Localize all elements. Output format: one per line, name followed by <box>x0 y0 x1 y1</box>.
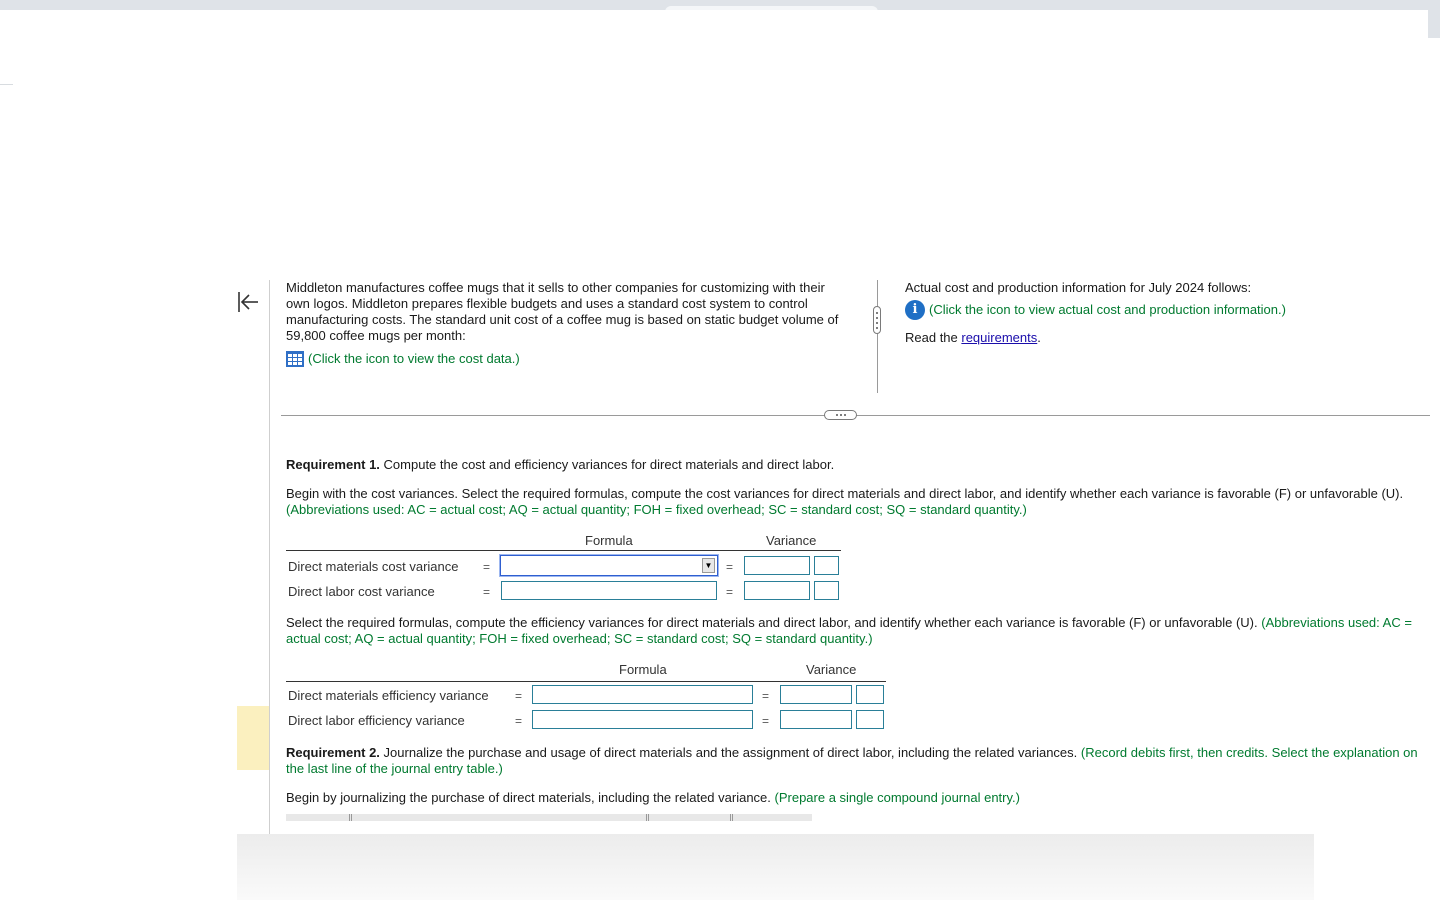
left-edge-panel <box>0 42 13 85</box>
equals-sign: = <box>483 560 491 574</box>
dl-cost-variance-amount[interactable] <box>744 581 810 600</box>
actual-info-link-text[interactable]: (Click the icon to view actual cost and production information.) <box>929 302 1286 317</box>
read-suffix: . <box>1037 330 1041 345</box>
efficiency-intro-text: Select the required formulas, compute the efficiency variances for direct materials and direct labor, and identify whether each variance is favorable (F) or unfavorable (U). <box>286 615 1258 630</box>
vertical-splitter-handle[interactable] <box>873 306 881 334</box>
header-panel <box>13 10 1428 42</box>
journal-table-header-bar <box>286 814 812 821</box>
dl-efficiency-formula-input[interactable] <box>532 710 753 729</box>
column-divider <box>349 814 352 821</box>
side-highlight-marker <box>237 706 269 770</box>
cost-variance-header: Variance <box>766 533 817 548</box>
efficiency-header-rule <box>286 681 886 682</box>
column-divider <box>730 814 733 821</box>
problem-text: Middleton manufactures coffee mugs that it sells to other companies for customizing with their own logos. Middleton prepares flexible budgets and uses a standard cost system to control manufacturing costs. The standard unit cost of a coffee mug is based on static budget volume of 59,800 coffee mugs per month: <box>286 280 839 343</box>
requirement-2-note: (Record debits first, then credits. Select the explanation on the last line of the journal entry table.) <box>286 745 1418 776</box>
equals-sign: = <box>726 585 734 599</box>
requirement-1-label: Requirement 1. <box>286 457 380 472</box>
dl-efficiency-variance-label: Direct labor efficiency variance <box>288 713 465 728</box>
info-icon[interactable]: i <box>905 300 925 320</box>
read-prefix: Read the <box>905 330 962 345</box>
efficiency-variance-header: Variance <box>806 662 857 677</box>
right-edge-panel <box>1428 10 1440 38</box>
requirement-2-label: Requirement 2. <box>286 745 380 760</box>
problem-statement <box>286 280 846 367</box>
cost-data-link[interactable] <box>286 351 846 367</box>
actual-info-link[interactable] <box>905 300 1425 320</box>
dl-efficiency-variance-amount[interactable] <box>780 710 852 729</box>
equals-sign: = <box>515 714 523 728</box>
cost-variance-intro: Begin with the cost variances. Select the required formulas, compute the cost variances for direct materials and direct labor, and identify whether each variance is favorable (F) or unfavorable (U). <box>286 486 1404 501</box>
requirement-2 <box>286 745 1421 777</box>
equals-sign: = <box>726 560 734 574</box>
collapse-left-icon[interactable] <box>236 290 260 314</box>
requirements-link[interactable]: requirements <box>961 330 1038 345</box>
requirement-2-text: Journalize the purchase and usage of direct materials and the assignment of direct labor, including the related variances. <box>379 745 1078 760</box>
dl-cost-variance-label: Direct labor cost variance <box>288 584 435 599</box>
cost-header-rule <box>286 550 841 551</box>
read-requirements <box>905 330 1425 346</box>
cost-formula-header: Formula <box>585 533 633 548</box>
side-divider <box>269 280 270 834</box>
info-intro: Actual cost and production information for July 2024 follows: <box>905 280 1252 295</box>
horizontal-splitter-handle[interactable] <box>824 410 857 420</box>
efficiency-abbrev-note: (Abbreviations used: AC = actual cost; AQ = actual quantity; FOH = fixed overhead; SC = standard cost; SQ = standard quantity.) <box>286 615 1412 646</box>
equals-sign: = <box>483 585 491 599</box>
requirement-1 <box>286 457 1421 518</box>
dm-efficiency-variance-fu[interactable] <box>856 685 884 704</box>
vertical-splitter <box>877 280 878 393</box>
dm-cost-variance-fu[interactable] <box>814 556 839 575</box>
bottom-fade-panel <box>237 834 1314 900</box>
dl-efficiency-variance-fu[interactable] <box>856 710 884 729</box>
efficiency-formula-header: Formula <box>619 662 667 677</box>
cost-abbrev-note: (Abbreviations used: AC = actual cost; AQ = actual quantity; FOH = fixed overhead; SC = standard cost; SQ = standard quantity.) <box>286 502 1027 517</box>
dm-efficiency-formula-input[interactable] <box>532 685 753 704</box>
table-grid-icon[interactable] <box>286 351 304 367</box>
requirement-1-text: Compute the cost and efficiency variances for direct materials and direct labor. <box>379 457 835 472</box>
dm-cost-formula-select[interactable] <box>500 555 718 576</box>
dl-cost-formula-input[interactable] <box>501 581 717 600</box>
dropdown-arrow-icon[interactable]: ▼ <box>702 558 715 573</box>
equals-sign: = <box>762 689 770 703</box>
dl-cost-variance-fu[interactable] <box>814 581 839 600</box>
equals-sign: = <box>762 714 770 728</box>
dm-cost-variance-amount[interactable] <box>744 556 810 575</box>
journal-begin-note: (Prepare a single compound journal entry.) <box>774 790 1020 805</box>
journal-begin-text: Begin by journalizing the purchase of direct materials, including the related variance. <box>286 790 771 805</box>
dm-cost-variance-label: Direct materials cost variance <box>288 559 459 574</box>
equals-sign: = <box>515 689 523 703</box>
dm-efficiency-variance-amount[interactable] <box>780 685 852 704</box>
dm-efficiency-variance-label: Direct materials efficiency variance <box>288 688 489 703</box>
journal-begin-instruction <box>286 790 1421 806</box>
efficiency-intro <box>286 615 1421 647</box>
cost-data-link-text[interactable]: (Click the icon to view the cost data.) <box>308 351 520 366</box>
column-divider <box>646 814 649 821</box>
info-panel <box>905 280 1425 346</box>
